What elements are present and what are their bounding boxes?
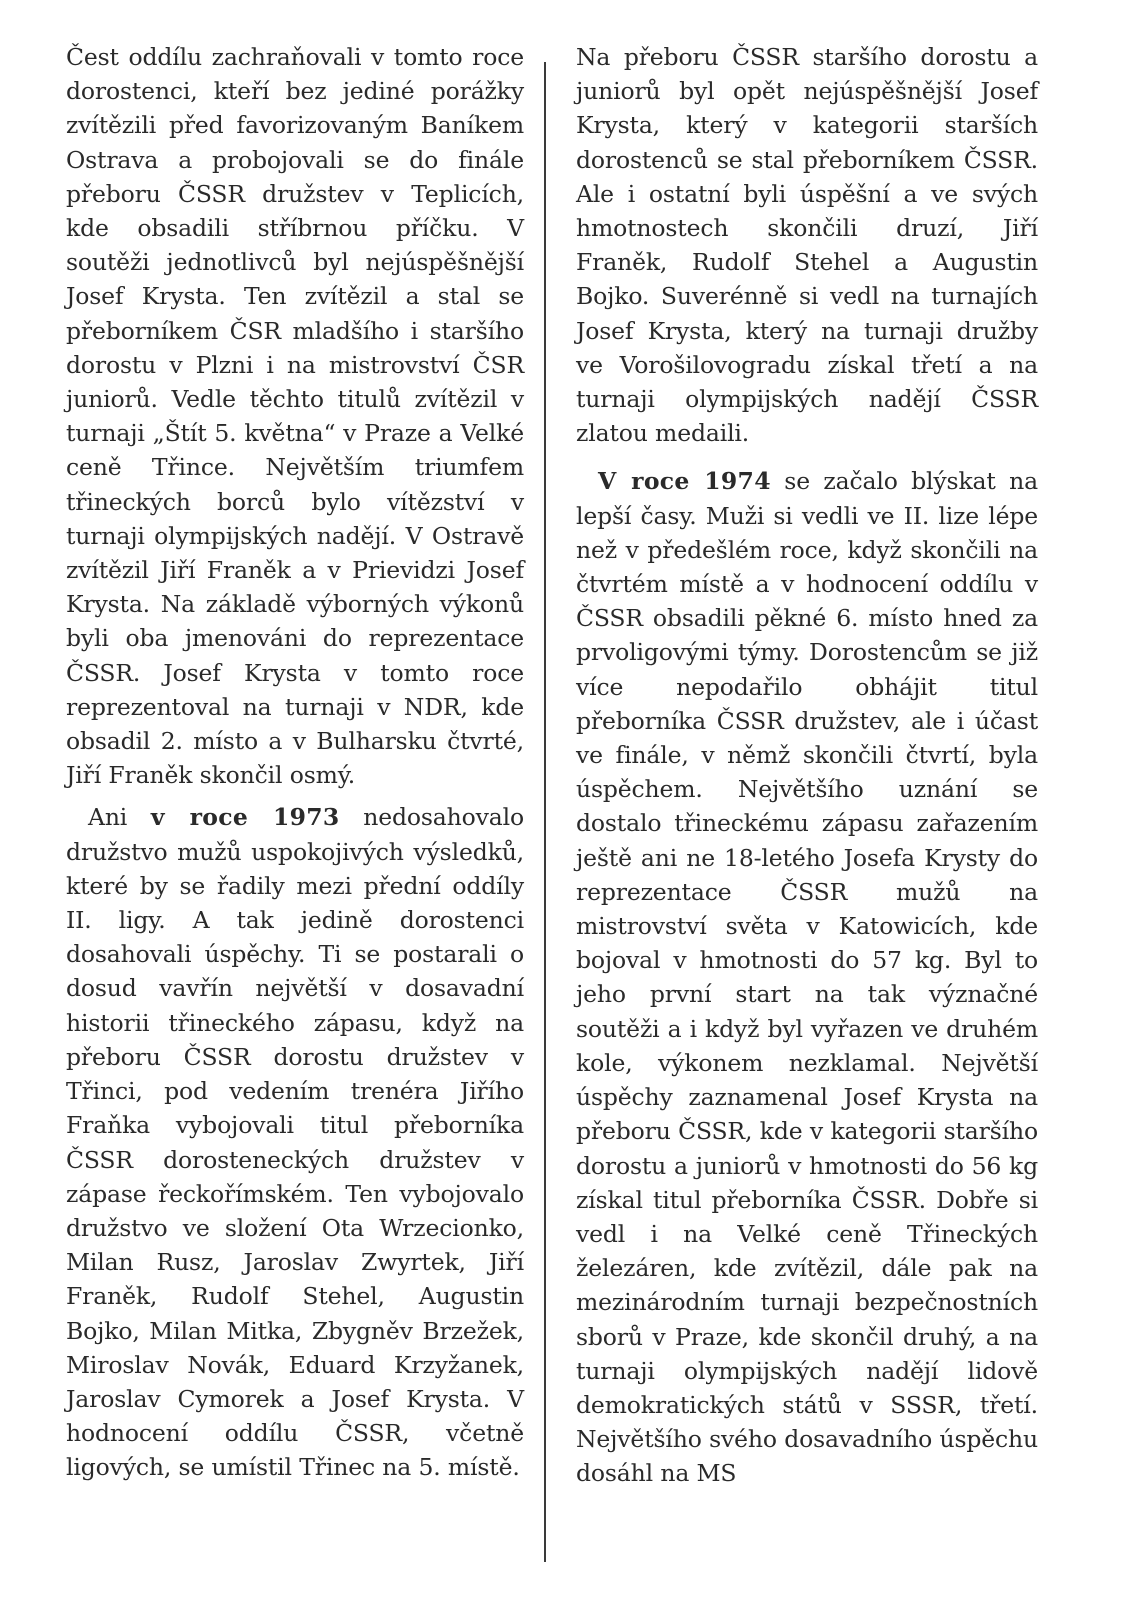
year-heading-1974: V roce 1974 xyxy=(598,467,771,496)
column-divider xyxy=(544,62,546,1562)
year-heading-1973: v roce 1973 xyxy=(150,803,340,832)
left-text-column xyxy=(66,40,524,1485)
left-paragraph-2 xyxy=(66,800,524,1484)
paragraph-2-body: nedosahovalo družstvo mužů uspokojivých výsledků, které by se řadily mezi přední oddíly II. ligy. A tak jedině dorostenci dosahovali úspěchy. Ti se postarali o dosud vavřín největší v dosavadní historii třineckého zápasu, když na přeboru ČSSR dorostu družstev v Třinci, pod vedením trenéra Jiřího Fraňka vybojovali titul přeborníka ČSSR dorosteneckých družstev v zápase řeckořímském. Ten vybojovalo družstvo ve složení Ota Wrzecionko, Milan Rusz, Jaroslav Zwyrtek, Jiří Franěk, Rudolf Stehel, Augustin Bojko, Milan Mitka, Zbygněv Brzežek, Miroslav Novák, Eduard Krzyžanek, Jaroslav Cymorek a Josef Krysta. V hodnocení oddílu ČSSR, včetně ligových, se umístil Třinec na 5. místě. xyxy=(66,803,524,1482)
right-paragraph-1: Na přeboru ČSSR staršího dorostu a juniorů byl opět nejúspěšnější Josef Krysta, který v kategorii starších dorostenců se stal přeborníkem ČSSR. Ale i ostatní byli úspěšní a ve svých hmotnostech skončili druzí, Jiří Franěk, Rudolf Stehel a Augustin Bojko. Suverénně si vedl na turnajích Josef Krysta, který na turnaji družby ve Vorošilovogradu získal třetí a na turnaji olympijských nadějí ČSSR zlatou medaili. xyxy=(576,43,1038,448)
right-paragraph-2 xyxy=(576,464,1038,1490)
right-paragraph-2-body: se začalo blýskat na lepší časy. Muži si vedli ve II. lize lépe než v předešlém roce, když skončili na čtvrtém místě a v hodnocení oddílu v ČSSR obsadili pěkné 6. místo hned za prvoligovými týmy. Dorostencům se již více nepodařilo obhájit titul přeborníka ČSSR družstev, ale i účast ve finále, v němž skončili čtvrtí, byla úspěchem. Největšího uznání se dostalo třineckému zápasu zařazením ještě ani ne 18-letého Josefa Krysty do reprezentace ČSSR mužů na mistrovství světa v Katowicích, kde bojoval v hmotnosti do 57 kg. Byl to jeho první start na tak význačné soutěži a i když byl vyřazen ve druhém kole, výkonem nezklamal. Největší úspěchy zaznamenal Josef Krysta na přeboru ČSSR, kde v kategorii staršího dorostu a juniorů v hmotnosti do 56 kg získal titul přeborníka ČSSR. Dobře si vedl i na Velké ceně Třineckých železáren, kde zvítězil, dále pak na mezinárodním turnaji bezpečnostních sborů v Praze, kde skončil druhý, a na turnaji olympijských nadějí lidově demokratických států v SSSR, třetí. Největšího svého dosavadního úspěchu dosáhl na MS xyxy=(576,467,1038,1488)
paragraph-2-prefix: Ani xyxy=(88,803,151,832)
left-paragraph-1: Čest oddílu zachraňovali v tomto roce dorostenci, kteří bez jediné porážky zvítězili před favorizovaným Baníkem Ostrava a probojovali se do finále přeboru ČSSR družstev v Teplicích, kde obsadili stříbrnou příčku. V soutěži jednotlivců byl nejúspěšnější Josef Krysta. Ten zvítězil a stal se přeborníkem ČSR mladšího i staršího dorostu v Plzni i na mistrovství ČSR juniorů. Vedle těchto titulů zvítězil v turnaji „Štít 5. května“ v Praze a Velké ceně Třince. Největším triumfem třineckých borců bylo vítězství v turnaji olympijských nadějí. V Ostravě zvítězil Jiří Franěk a v Prievidzi Josef Krysta. Na základě výborných výkonů byli oba jmenováni do reprezentace ČSSR. Josef Krysta v tomto roce reprezentoval na turnaji v NDR, kde obsadil 2. místo a v Bulharsku čtvrté, Jiří Franěk skončil osmý. xyxy=(66,43,524,790)
right-text-column xyxy=(576,40,1038,1491)
